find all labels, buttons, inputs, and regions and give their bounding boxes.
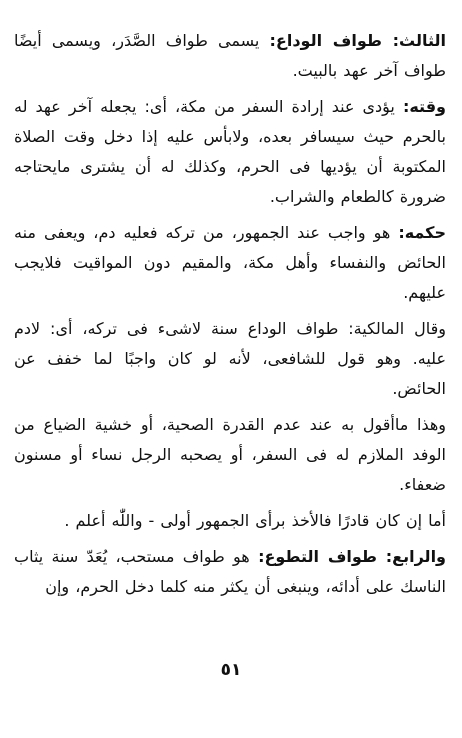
paragraph-heading: والرابع: طواف التطوع:: [258, 547, 446, 566]
paragraph-farewell-tawaf: [14, 26, 446, 86]
paragraph-text: يؤدى عند إرادة السفر من مكة، أى: يجعله آخر عهد له بالحرم حيث سيسافر بعده، ولابأس عليه إذا دخل وقت الصلاة المكتوبة أن يؤديها فى الحرم، وكذلك له أن يشترى مايحتاجه ضرورة كالطعام والشراب.: [14, 97, 446, 206]
paragraph-heading: الثالث: طواف الوداع:: [269, 31, 446, 50]
paragraph-voluntary-tawaf: [14, 542, 446, 602]
paragraph-text: أما إن كان قادرًا فالأخذ برأى الجمهور أولى - واللّٰه أعلم .: [64, 511, 446, 530]
paragraph-ruling: [14, 218, 446, 308]
paragraph-conclusion: [14, 506, 446, 536]
document-page: [14, 26, 446, 726]
paragraph-text: يسمى طواف الصَّدَر، ويسمى أيضًا طواف آخر عهد بالبيت.: [14, 31, 446, 80]
paragraph-maliki-view: [14, 314, 446, 404]
paragraph-timing: [14, 92, 446, 212]
paragraph-heading: حكمه:: [398, 223, 446, 242]
page-number: ٥١: [220, 660, 242, 680]
paragraph-text: وهذا ماأقول به عند عدم القدرة الصحية، أو خشية الضياع من الوفد الملازم له فى السفر، أو يصحبه الرجل نساء أو مسنون ضعفاء.: [14, 415, 446, 494]
paragraph-text: وقال المالكية: طواف الوداع سنة لاشىء فى تركه، أى: لادم عليه. وهو قول للشافعى، لأنه لو كان واجبًا لما خفف عن الحائض.: [14, 319, 446, 398]
paragraph-heading: وقته:: [402, 97, 446, 116]
paragraph-author-view: [14, 410, 446, 500]
paragraph-text: هو واجب عند الجمهور، من تركه فعليه دم، ويعفى منه الحائض والنفساء وأهل مكة، والمقيم دون المواقيت فلايجب عليهم.: [14, 223, 446, 302]
paragraph-text: هو طواف مستحب، يُعَدّ سنة يثاب الناسك على أدائه، وينبغى أن يكثر منه كلما دخل الحرم، وإن: [14, 547, 446, 596]
